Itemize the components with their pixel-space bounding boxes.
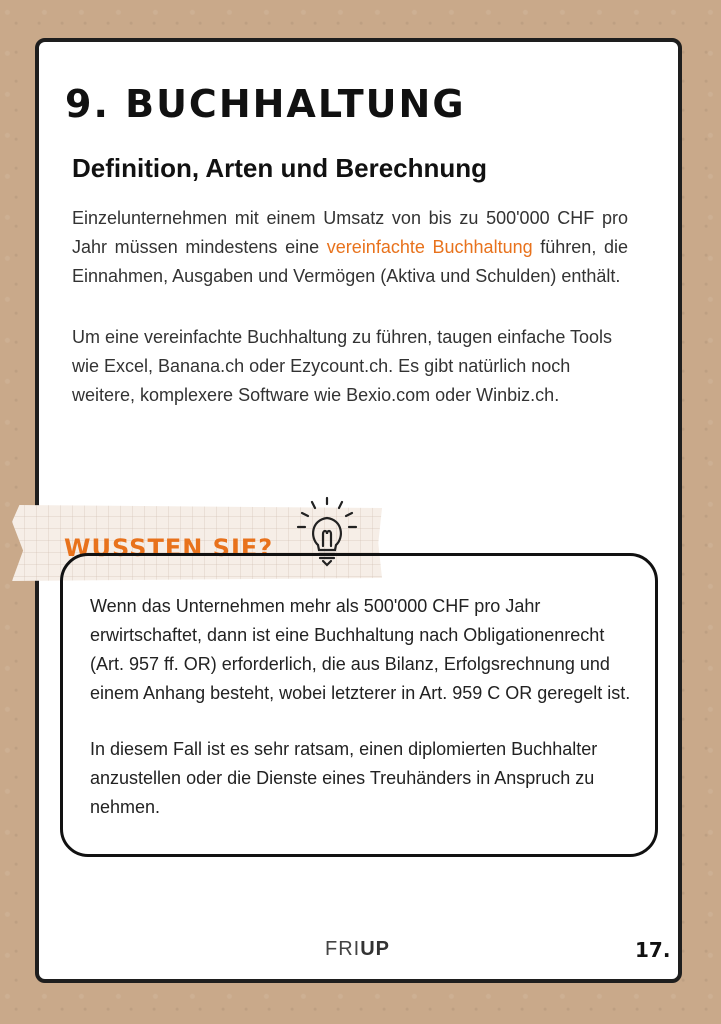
info-paragraph-2: In diesem Fall ist es sehr ratsam, einen diplomierten Buchhalter anzustellen oder die Dienste eines Treuhänders in Anspruch zu nehmen. xyxy=(90,739,598,817)
friup-logo xyxy=(325,938,390,961)
page-number: 17. xyxy=(635,938,671,962)
callout-label: WUSSTEN SIE? xyxy=(64,534,274,562)
logo-bold-text: UP xyxy=(360,938,391,960)
intro-text-end: führen, die Einnahmen, Ausgaben und Vermögen (Aktiva und Schulden) enthält. xyxy=(72,237,629,286)
info-paragraph-1: Wenn das Unternehmen mehr als 500'000 CHF pro Jahr erwirtschaftet, dann ist eine Buchhaltung nach Obligationenrecht (Art. 957 ff. OR) erforderlich, die aus Bilanz, Erfolgsrechnung und einem Anhang besteht, wobei letzterer in Art. 959 C OR geregelt ist. xyxy=(90,596,631,703)
intro-paragraph xyxy=(72,204,628,291)
highlighted-term: vereinfachte Buchhaltung xyxy=(326,237,533,257)
logo-light-text: FRI xyxy=(325,938,361,960)
page-title: 9. BUCHHALTUNG xyxy=(65,82,466,126)
tools-paragraph: Um eine vereinfachte Buchhaltung zu führen, taugen einfache Tools wie Excel, Banana.ch oder Ezycount.ch. Es gibt natürlich noch weitere, komplexere Software wie Bexio.com oder Winbiz.ch. xyxy=(72,327,613,405)
section-subtitle: Definition, Arten und Berechnung xyxy=(72,153,488,183)
intro-text-start: Einzelunternehmen mit einem Umsatz von bis zu 500'000 CHF pro Jahr müssen mindestens eine xyxy=(72,208,628,257)
